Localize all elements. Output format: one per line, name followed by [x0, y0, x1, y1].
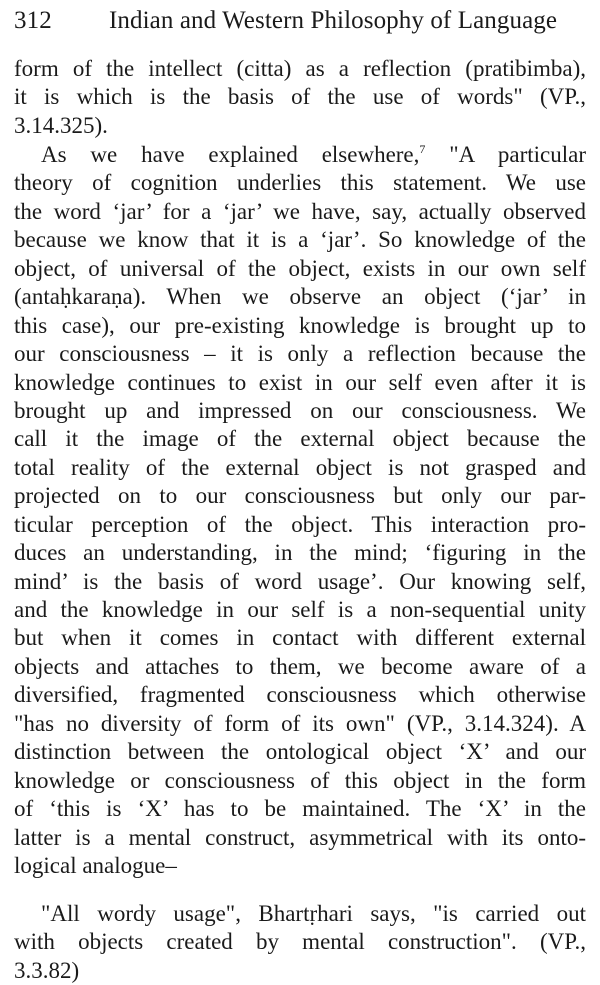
text-line: it is which is the basis of the use of words" (VP., [14, 84, 586, 110]
running-head [14, 4, 590, 38]
paragraph-continuation [14, 55, 586, 140]
text-line: form of the intellect (citta) as a reflection (pratibimba), [14, 56, 586, 81]
text-line: object, of universal of the object, exists in our own self [14, 255, 586, 281]
text-line: projected on to our consciousness but only our par- [14, 483, 586, 509]
text-line: latter is a mental construct, asymmetrical with its onto- [14, 824, 586, 850]
text-line: of ‘this is ‘X’ has to be maintained. The ‘X’ in the [14, 796, 586, 822]
text-line: 3.3.82) [14, 957, 80, 983]
text-line: logical analogue– [14, 852, 177, 878]
text-line: our consciousness – it is only a reflection because the [14, 341, 586, 367]
text-line: "has no diversity of form of its own" (VP., 3.14.324). A [14, 710, 586, 736]
text-line: diversified, fragmented consciousness which otherwise [14, 682, 586, 708]
page-number: 312 [14, 7, 52, 34]
text-line: distinction between the ontological object ‘X’ and our [14, 739, 586, 765]
text-line: this case), our pre-existing knowledge is brought up to [14, 312, 586, 338]
paragraph-main [14, 141, 586, 880]
text-line: 3.14.325). [14, 112, 108, 138]
text-line: and the knowledge in our self is a non-sequential unity [14, 597, 586, 622]
text-segment: "A particular [425, 142, 586, 167]
text-line: knowledge continues to exist in our self even after it is [14, 369, 586, 395]
text-line: (antaḥkaraṇa). When we observe an object (‘jar’ in [14, 284, 586, 310]
text-line: mind’ is the basis of word usage’. Our knowing self, [14, 568, 586, 594]
text-line: theory of cognition underlies this statement. We use [14, 170, 586, 196]
footnote-marker: 7 [419, 142, 426, 156]
text-line: total reality of the external object is not grasped and [14, 454, 586, 480]
text-line: the word ‘jar’ for a ‘jar’ we have, say, actually observed [14, 198, 586, 224]
text-line: call it the image of the external object because the [14, 426, 586, 452]
paragraph-quotation [14, 900, 586, 985]
text-line: but when it comes in contact with different external [14, 625, 586, 651]
text-line: ticular perception of the object. This interaction pro- [14, 511, 586, 537]
text-line: because we know that it is a ‘jar’. So knowledge of the [14, 227, 586, 253]
text-line: "All wordy usage", Bhartṛhari says, "is carried out [41, 901, 586, 926]
text-line: knowledge or consciousness of this object in the form [14, 767, 586, 793]
text-line-first [14, 141, 586, 169]
text-line: with objects created by mental construction". (VP., [14, 929, 586, 955]
text-line: objects and attaches to them, we become aware of a [14, 653, 586, 679]
running-title: Indian and Western Philosophy of Language [109, 7, 558, 34]
text-segment: As we have explained elsewhere, [41, 142, 420, 167]
text-line: duces an understanding, in the mind; ‘figuring in the [14, 540, 586, 566]
text-line: brought up and impressed on our consciousness. We [14, 397, 586, 423]
